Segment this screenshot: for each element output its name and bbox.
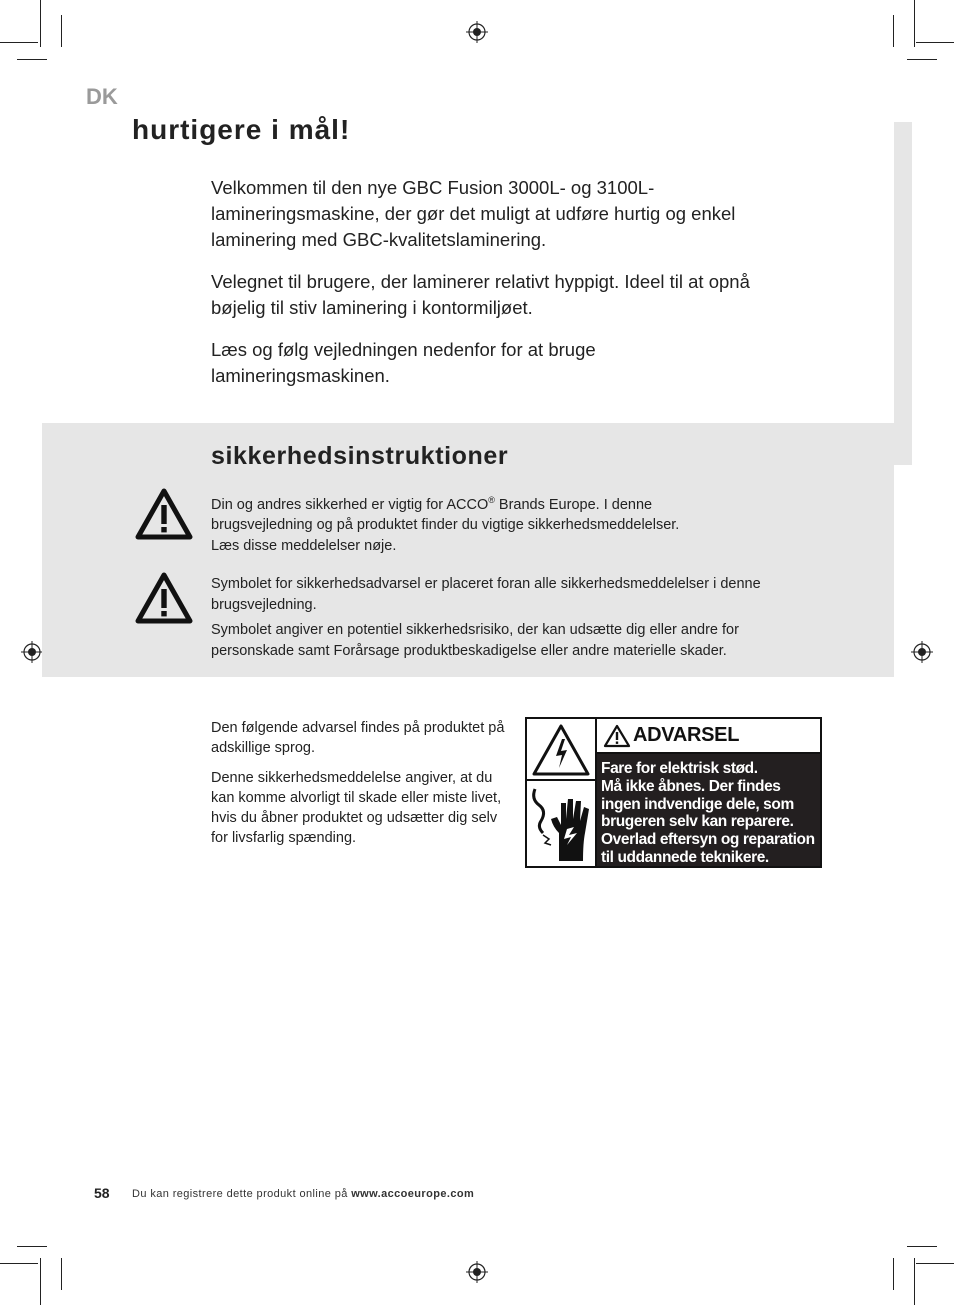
warning-line: ingen indvendige dele, som: [601, 795, 794, 813]
safety-paragraph: Symbolet angiver en potentiel sikkerhedsrisiko, der kan udsætte dig eller andre for personskade samt Forårsage produktbeskadigelse eller andre materielle skader.: [211, 622, 739, 659]
warning-label: [525, 717, 822, 868]
warning-line: Overlad eftersyn og reparation: [601, 831, 815, 849]
safety-text: Din og andres sikkerhed er vigtig for ACCO: [211, 496, 489, 513]
registration-mark-icon: [21, 641, 43, 663]
warning-label-body: [597, 754, 820, 866]
intro-paragraph: Velegnet til brugere, der laminerer relativt hyppigt. Ideel til at opnå bøjelig til stiv laminering i kontormiljøet.: [211, 271, 750, 318]
crop-mark: [914, 1258, 915, 1305]
crop-mark: [916, 42, 954, 43]
language-code: DK: [86, 84, 118, 109]
warning-line: til uddannede teknikere.: [601, 848, 769, 866]
footer-note: [132, 1188, 474, 1200]
crop-mark: [914, 0, 915, 47]
high-voltage-icon: [531, 723, 591, 777]
warning-label-icons: [527, 719, 597, 866]
page-number: 58: [94, 1185, 110, 1201]
safety-text: Brands Europe. I denne: [494, 496, 653, 513]
crop-mark: [916, 1263, 954, 1264]
crop-mark: [893, 1258, 894, 1290]
intro-paragraph: Velkommen til den nye GBC Fusion 3000L- og 3100L-lamineringsmaskine, der gør det muligt at udføre hurtig og enkel laminering med GBC-kvalitetslaminering.: [211, 177, 736, 250]
crop-mark: [17, 59, 47, 60]
footer-link[interactable]: www.accoeurope.com: [351, 1188, 475, 1200]
crop-mark: [40, 1258, 41, 1305]
crop-mark: [61, 15, 62, 47]
safety-line: Læs disse meddelelser nøje.: [211, 537, 397, 554]
explanation-paragraph: Den følgende advarsel findes på produktet på adskillige sprog.: [211, 720, 505, 756]
warning-line: Må ikke åbnes. Der findes: [601, 777, 781, 795]
crop-mark: [907, 1246, 937, 1247]
intro-paragraph: Læs og følg vejledningen nedenfor for at bruge lamineringsmaskinen.: [211, 339, 596, 386]
crop-mark: [907, 59, 937, 60]
warning-explanation: [211, 718, 511, 858]
safety-block-1: [211, 490, 831, 556]
warning-line: Fare for elektrisk stød.: [601, 760, 758, 777]
crop-mark: [17, 1246, 47, 1247]
registered-mark: ®: [488, 495, 495, 505]
electric-shock-hand-icon: [529, 783, 593, 865]
crop-mark: [893, 15, 894, 47]
side-bar: [894, 122, 912, 465]
warning-triangle-icon: [603, 724, 631, 748]
crop-mark: [0, 1263, 38, 1264]
registration-mark-icon: [466, 1261, 488, 1283]
crop-mark: [0, 42, 38, 43]
page-title: hurtigere i mål!: [132, 114, 351, 145]
divider: [527, 779, 595, 781]
explanation-paragraph: Denne sikkerhedsmeddelelse angiver, at du kan komme alvorligt til skade eller miste livet, hvis du åbner produktet og udsætter dig selv for livsfarlig spænding.: [211, 770, 502, 846]
footer-text: Du kan registrere dette produkt online på: [132, 1188, 352, 1200]
warning-label-header: [597, 719, 820, 754]
safety-line: brugsvejledning og på produktet finder du vigtige sikkerhedsmeddelelser.: [211, 517, 680, 534]
warning-line: brugeren selv kan reparere.: [601, 813, 794, 831]
registration-mark-icon: [911, 641, 933, 663]
warning-triangle-icon: [135, 488, 193, 540]
warning-label-title: ADVARSEL: [633, 724, 740, 746]
safety-title: sikkerhedsinstruktioner: [211, 442, 509, 470]
intro-section: [211, 175, 771, 405]
safety-block-2: [211, 574, 791, 666]
safety-line: [211, 490, 831, 515]
safety-paragraph: Symbolet for sikkerhedsadvarsel er placeret foran alle sikkerhedsmeddelelser i denne brugsvejledning.: [211, 576, 761, 613]
crop-mark: [40, 0, 41, 47]
warning-triangle-icon: [135, 572, 193, 624]
crop-mark: [61, 1258, 62, 1290]
registration-mark-icon: [466, 21, 488, 43]
